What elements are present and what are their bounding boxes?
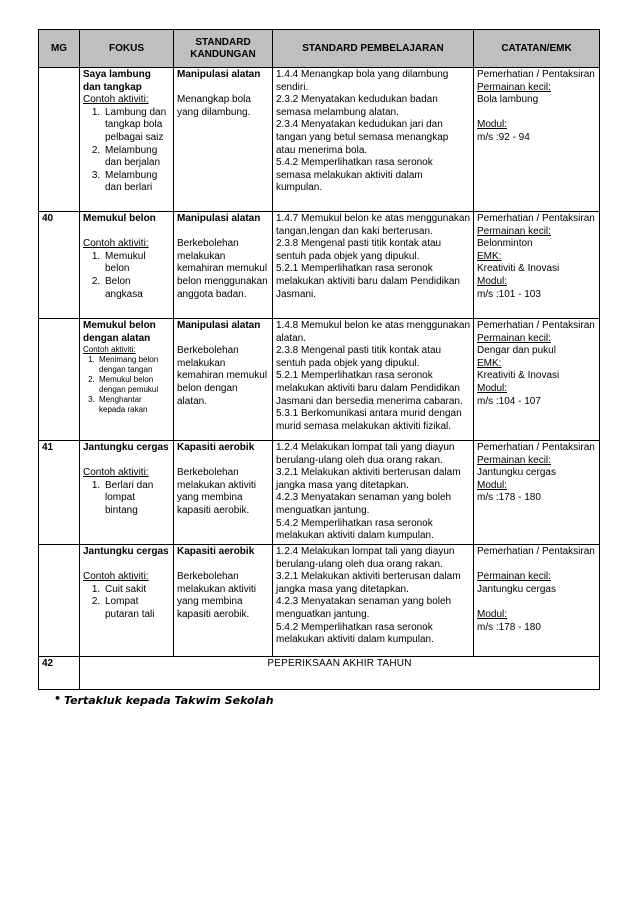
- catatan-line: Permainan kecil:: [477, 332, 551, 344]
- sk-desc: Menangkap bola yang dilambung.: [177, 94, 251, 118]
- catatan-line: Pemerhatian / Pentaksiran: [477, 442, 595, 453]
- catatan-line: Jantungku cergas: [477, 583, 556, 595]
- footnote: [54, 692, 274, 707]
- aktiviti-label: Contoh aktiviti:: [83, 345, 136, 355]
- mg-cell: [39, 545, 80, 657]
- sk-title: Kapasiti aerobik: [177, 442, 255, 453]
- fokus-cell: [80, 441, 174, 545]
- standard-pembelajaran-cell: [273, 441, 474, 545]
- aktiviti-list: [83, 584, 170, 622]
- catatan-line: Modul:: [477, 608, 508, 620]
- catatan-line: Pemerhatian / Pentaksiran: [477, 320, 595, 331]
- table-row: [39, 212, 600, 319]
- sp-item: 1.4.4 Menangkap bola yang dilambung sendiri.: [276, 69, 449, 93]
- standard-pembelajaran-cell: [273, 319, 474, 441]
- catatan-line: Bola lambung: [477, 94, 539, 106]
- sp-item: 3.2.1 Melakukan aktiviti berterusan dalam jangka masa yang ditetapkan.: [276, 467, 461, 491]
- table-header-row: [39, 30, 600, 68]
- standard-pembelajaran-cell: [273, 545, 474, 657]
- fokus-cell: [80, 545, 174, 657]
- sk-desc: Berkebolehan melakukan aktiviti yang membina kapasiti aerobik.: [177, 571, 256, 620]
- final-row: [39, 657, 600, 690]
- aktiviti-list: [83, 480, 170, 518]
- catatan-line: m/s :101 - 103: [477, 288, 541, 300]
- aktiviti-label: Contoh aktiviti:: [83, 467, 149, 479]
- lesson-plan-table: [38, 29, 600, 690]
- catatan-line: Dengar dan pukul: [477, 345, 556, 357]
- catatan-line: Pemerhatian / Pentaksiran: [477, 69, 595, 80]
- catatan-line: Pemerhatian / Pentaksiran: [477, 546, 595, 557]
- standard-kandungan-cell: [174, 441, 273, 545]
- header-mg: MG: [39, 30, 80, 68]
- header-sk-line2: KANDUNGAN: [190, 48, 256, 60]
- sp-item: 5.2.1 Memperlihatkan rasa seronok melakukan aktiviti baru dalam Pendidikan Jasmani.: [276, 263, 460, 300]
- sp-item: 5.4.2 Memperlihatkan rasa seronok melakukan aktiviti dalam kumpulan.: [276, 517, 434, 542]
- catatan-line: EMK:: [477, 357, 502, 369]
- catatan-cell: [474, 212, 600, 319]
- mg-cell: [39, 68, 80, 212]
- table-row: [39, 545, 600, 657]
- mg-cell: 40: [39, 212, 80, 319]
- standard-kandungan-cell: [174, 545, 273, 657]
- sp-item: 4.2.3 Menyatakan senaman yang boleh menguatkan jantung.: [276, 492, 452, 516]
- bullet-icon: •: [54, 692, 62, 705]
- sp-item: 2.3.8 Mengenal pasti titik kontak atau sentuh pada objek yang dipukul.: [276, 345, 442, 369]
- catatan-line: Permainan kecil:: [477, 571, 551, 583]
- table-row: [39, 319, 600, 441]
- fokus-title: Memukul belon dengan alatan: [83, 320, 156, 344]
- aktiviti-item: 3. Melambung dan berlari: [103, 170, 170, 195]
- aktiviti-item: 1. Berlari dan lompat bintang: [103, 480, 170, 518]
- sp-item: 1.4.7 Memukul belon ke atas menggunakan tangan,lengan dan kaki berterusan.: [276, 213, 471, 237]
- aktiviti-list: [83, 251, 170, 301]
- fokus-title: Jantungku cergas: [83, 442, 169, 453]
- aktiviti-item: 2. Lompat putaran tali: [103, 596, 170, 621]
- standard-kandungan-cell: [174, 212, 273, 319]
- catatan-line: Pemerhatian / Pentaksiran: [477, 213, 595, 224]
- aktiviti-label: Contoh aktiviti:: [83, 238, 149, 250]
- aktiviti-item: 1. Lambung dan tangkap bola pelbagai saiz: [103, 107, 170, 145]
- header-fokus: FOKUS: [80, 30, 174, 68]
- aktiviti-item: 1. Menimang belon dengan tangan: [97, 355, 170, 375]
- sk-desc: Berkebolehan melakukan kemahiran memukul belon dengan alatan.: [177, 345, 268, 407]
- standard-pembelajaran-cell: [273, 212, 474, 319]
- aktiviti-item: 3. Menghantar kepada rakan: [97, 395, 170, 415]
- sp-item: 5.2.1 Memperlihatkan rasa seronok melakukan aktiviti baru dalam Pendidikan Jasmani dan bersedia menerima cabaran.: [276, 370, 463, 407]
- footnote-text: Tertakluk kepada Takwim Sekolah: [64, 694, 274, 707]
- aktiviti-label: Contoh aktiviti:: [83, 94, 149, 106]
- sp-item: 1.4.8 Memukul belon ke atas menggunakan alatan.: [276, 320, 471, 344]
- header-catatan-emk: CATATAN/EMK: [474, 30, 600, 68]
- catatan-cell: [474, 441, 600, 545]
- catatan-line: Belonminton: [477, 238, 533, 250]
- standard-pembelajaran-cell: [273, 68, 474, 212]
- catatan-line: m/s :104 - 107: [477, 395, 541, 407]
- sp-item: 3.2.1 Melakukan aktiviti berterusan dalam jangka masa yang ditetapkan.: [276, 571, 461, 595]
- catatan-line: m/s :178 - 180: [477, 621, 541, 633]
- catatan-line: Modul:: [477, 119, 508, 131]
- catatan-line: Jantungku cergas: [477, 467, 556, 479]
- fokus-cell: [80, 212, 174, 319]
- catatan-line: m/s :92 - 94: [477, 131, 530, 143]
- fokus-title: Saya lambung dan tangkap: [83, 69, 151, 93]
- catatan-cell: [474, 68, 600, 212]
- aktiviti-item: 1. Memukul belon: [103, 251, 170, 276]
- catatan-line: Permainan kecil:: [477, 454, 551, 466]
- table-row: [39, 441, 600, 545]
- aktiviti-item: 1. Cuit sakit: [103, 584, 170, 597]
- mg-cell: [39, 319, 80, 441]
- catatan-line: m/s :178 - 180: [477, 492, 541, 504]
- catatan-line: Kreativiti & Inovasi: [477, 263, 560, 275]
- catatan-line: Permainan kecil:: [477, 225, 551, 237]
- catatan-line: Kreativiti & Inovasi: [477, 370, 560, 382]
- sp-item: 2.3.8 Mengenal pasti titik kontak atau sentuh pada objek yang dipukul.: [276, 238, 442, 262]
- sk-title: Manipulasi alatan: [177, 69, 261, 80]
- sp-item: 2.3.2 Menyatakan kedudukan badan semasa melambung alatan.: [276, 94, 438, 118]
- aktiviti-item: 2. Belon angkasa: [103, 276, 170, 301]
- standard-kandungan-cell: [174, 319, 273, 441]
- sp-item: 5.3.1 Berkomunikasi antara murid dengan murid semasa melakukan aktiviti fizikal.: [276, 408, 462, 432]
- aktiviti-label: Contoh aktiviti:: [83, 571, 149, 583]
- catatan-line: EMK:: [477, 250, 502, 262]
- aktiviti-list: [83, 107, 170, 195]
- catatan-line: Permainan kecil:: [477, 81, 551, 93]
- table-row: [39, 68, 600, 212]
- catatan-cell: [474, 319, 600, 441]
- standard-kandungan-cell: [174, 68, 273, 212]
- header-sk-line1: STANDARD: [195, 36, 251, 48]
- sk-title: Manipulasi alatan: [177, 320, 261, 331]
- sk-title: Manipulasi alatan: [177, 213, 261, 224]
- catatan-line: Modul:: [477, 382, 508, 394]
- mg-cell: 42: [39, 657, 80, 690]
- catatan-cell: [474, 545, 600, 657]
- sk-desc: Berkebolehan melakukan kemahiran memukul belon menggunakan anggota badan.: [177, 238, 268, 300]
- catatan-line: Modul:: [477, 275, 508, 287]
- sp-item: 1.2.4 Melakukan lompat tali yang diayun berulang-ulang oleh dua orang rakan.: [276, 546, 455, 570]
- fokus-cell: [80, 68, 174, 212]
- mg-cell: 41: [39, 441, 80, 545]
- sp-item: 1.2.4 Melakukan lompat tali yang diayun berulang-ulang oleh dua orang rakan.: [276, 442, 455, 466]
- aktiviti-list: [83, 355, 170, 415]
- sk-title: Kapasiti aerobik: [177, 546, 255, 557]
- sp-item: 2.3.4 Menyatakan kedudukan jari dan tangan yang betul semasa menangkap atau menerima bola.: [276, 119, 449, 156]
- fokus-title: Jantungku cergas: [83, 546, 169, 557]
- header-standard-kandungan: [174, 30, 273, 68]
- sk-desc: Berkebolehan melakukan aktiviti yang membina kapasiti aerobik.: [177, 467, 256, 516]
- fokus-title: Memukul belon: [83, 213, 156, 224]
- sp-item: 5.4.2 Memperlihatkan rasa seronok melakukan aktiviti dalam kumpulan.: [276, 621, 434, 646]
- catatan-line: Modul:: [477, 479, 508, 491]
- sp-item: 5.4.2 Memperlihatkan rasa seronok semasa melakukan aktiviti dalam kumpulan.: [276, 157, 433, 194]
- fokus-cell: [80, 319, 174, 441]
- aktiviti-item: 2. Memukul belon dengan pemukul: [97, 375, 170, 395]
- final-exam-title: PEPERIKSAAN AKHIR TAHUN: [80, 657, 600, 690]
- header-standard-pembelajaran: STANDARD PEMBELAJARAN: [273, 30, 474, 68]
- sp-item: 4.2.3 Menyatakan senaman yang boleh menguatkan jantung.: [276, 596, 452, 620]
- aktiviti-item: 2. Melambung dan berjalan: [103, 145, 170, 170]
